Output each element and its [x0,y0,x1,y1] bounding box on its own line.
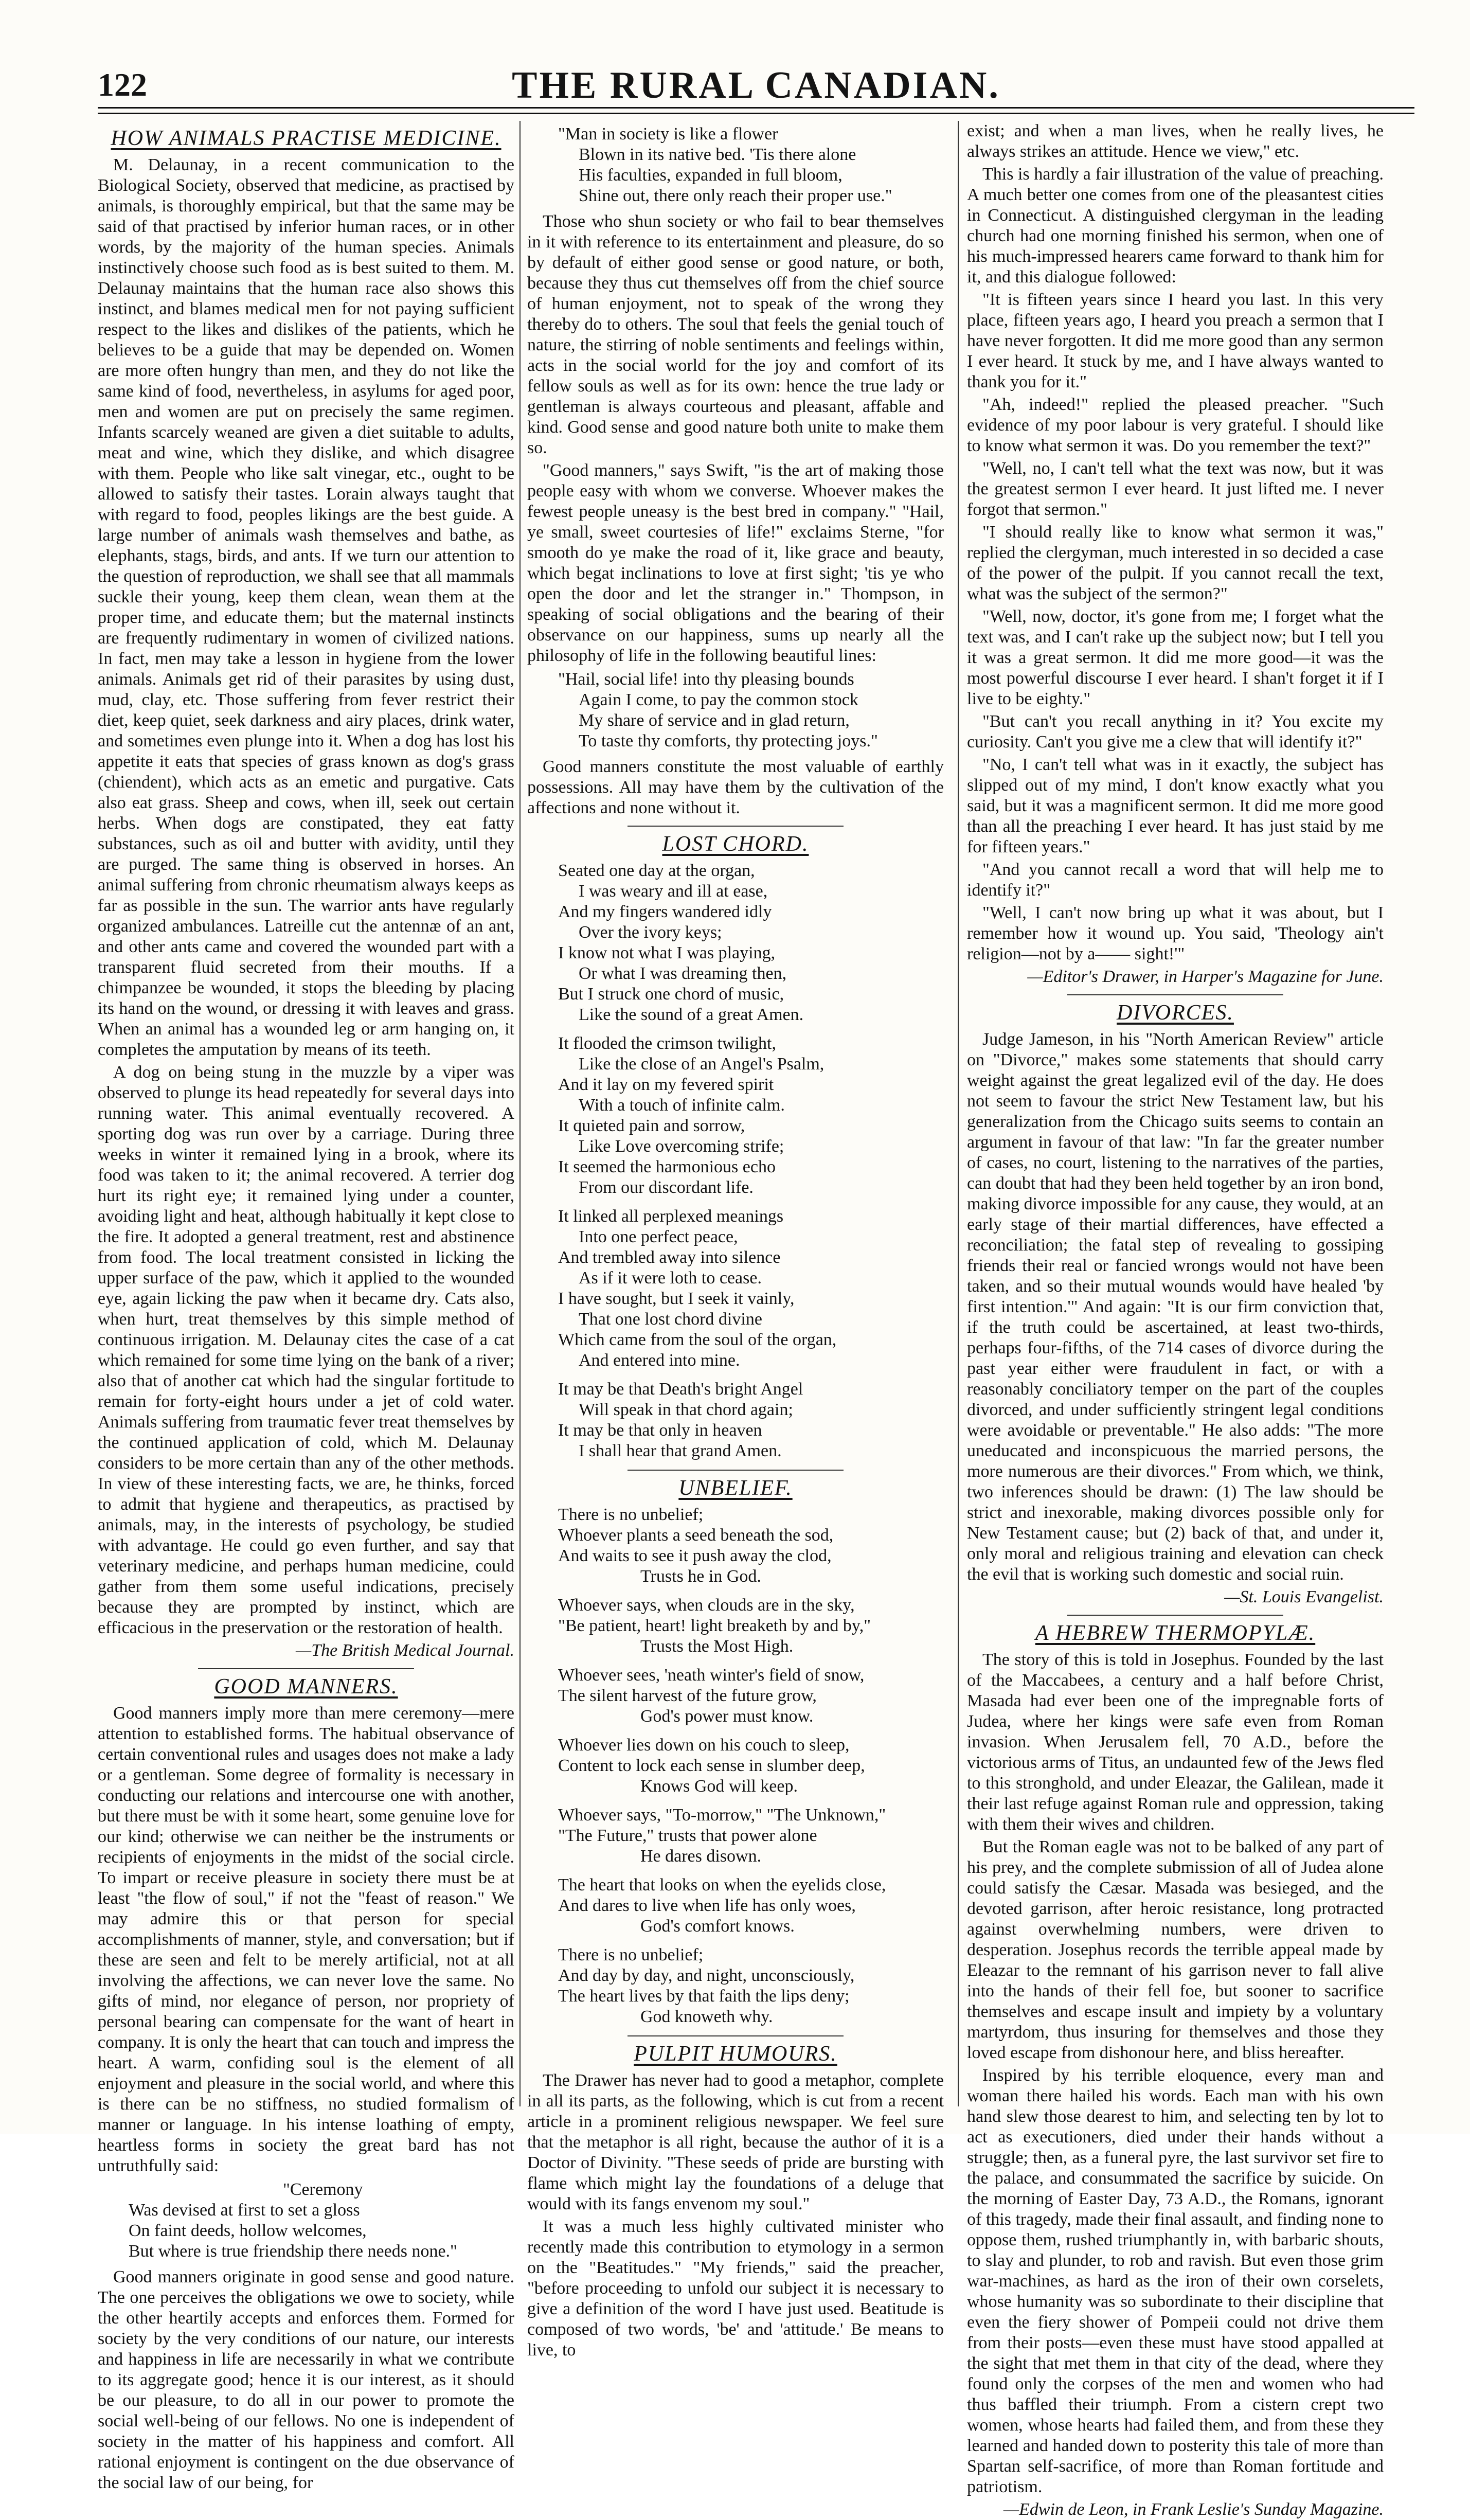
poem-line: God's power must know. [640,1707,814,1726]
poem-stanza [558,1805,944,1867]
poem-line: Whoever plants a seed beneath the sod, [558,1526,834,1545]
poem-line: I have sought, but I seek it vainly, [558,1289,795,1308]
poem-line: The heart that looks on when the eyelids close, [558,1875,886,1895]
article-heading-divorces: DIVORCES. [1117,1001,1234,1025]
quote-line: Again I come, to pay the common stock [579,690,858,709]
poem-line: As if it were loth to cease. [579,1268,762,1288]
poem-stanza [558,1379,944,1461]
poem-line: It may be that Death's bright Angel [558,1380,803,1399]
quote-line: To taste thy comforts, thy protecting joys." [579,731,878,750]
article-separator [1067,1615,1283,1616]
poem-line: The heart lives by that faith the lips deny; [558,1987,850,2006]
poem-line: I know not what I was playing, [558,943,776,962]
poem-stanza [558,1735,944,1797]
article-paragraph: "And you cannot recall a word that will help me to identify it?" [967,860,1384,900]
poem-line: Over the ivory keys; [579,923,722,942]
poem-line: There is no unbelief; [558,1945,704,1964]
poem-line: And day by day, and night, unconsciously, [558,1966,855,1985]
article-heading-animals-medicine: HOW ANIMALS PRACTISE MEDICINE. [111,127,501,150]
poem-line: And dares to live when life has only woes, [558,1896,856,1915]
article-paragraph: Good manners imply more than mere ceremony—mere attention to established forms. The habitual observance of certain conventional rules and usages does not make a lady or a gentleman. Some degree of formality is necessary in conducting our relations and intercourse one with another, but there must be with it some heart, some genuine love for our kind; otherwise we can neither be the instruments or recipients of enjoyments in the midst of the social circle. To impart or receive pleasure in society there must be at least "the flow of soul," if not the "feast of reason." We may admire this or that person for special accomplishments of manner, style, and conversation; but if these are seen and felt to be merely artificial, not at all involving the affections, we can never love the same. No gifts of mind, nor elegance of person, nor propriety of personal bearing can compensate for the want of heart in company. It is only the heart that can touch and impress the heart. A warm, confiding soul is the element of all enjoyment and pleasure in the social world, and where this is there can be no stiffness, no studied formalism of manner or language. In his intense loathing of empty, heartless forms in society the great bard has not untruthfully said: [98,1704,514,2175]
quote-line: My share of service and in glad return, [579,711,850,730]
poem-quote [558,124,944,206]
poem-stanza [558,1665,944,1727]
poem-line: Whoever says, "To-morrow," "The Unknown," [558,1806,886,1825]
poem-stanza [558,1875,944,1937]
article-paragraph: "But can't you recall anything in it? You excite my curiosity. Can't you give me a clew that will identify it?" [967,712,1384,752]
paper-title: THE RURAL CANADIAN. [512,64,1000,106]
column-3 [967,121,1384,2519]
poem-line: Whoever says, when clouds are in the sky, [558,1596,855,1615]
poem-line: But I struck one chord of music, [558,985,784,1004]
article-paragraph: Those who shun society or who fail to bear themselves in it with reference to its entertainment and pleasure, do so by default of either good sense or good nature, or both, because they thus cut themselves off from the chief source of human enjoyment, not to speak of the wrong they thereby do to others. The soul that feels the genial touch of nature, the stirring of noble sentiments and feelings within, acts in the social world for the joy and comfort of its fellow souls as well as for its own: hence the true lady or gentleman is always courteous and pleasant, affable and kind. Good sense and good nature both unite to make them so. [527,212,944,457]
poem-line: It linked all perplexed meanings [558,1207,784,1226]
poem-line: And it lay on my fevered spirit [558,1075,774,1094]
poem-line: Like the close of an Angel's Psalm, [579,1055,824,1074]
article-paragraph: But the Roman eagle was not to be balked of any part of his prey, and the complete submission of all of Judea alone could satisfy the Cæsar. Masada was besieged, and the devoted garrison, after heroic resistance, long protracted against overwhelming numbers, were driven to desperation. Josephus records the terrible appeal made by Eleazar to the remnant of his garrison never to fall alive into the hands of their fell foe, but sooner to sacrifice themselves and escape insult and impiety by a voluntary martyrdom, thus insuring for themselves and those they loved escape from dishonour here, and bliss hereafter. [967,1837,1384,2062]
article-separator [628,1470,844,1471]
quote-line: Was devised at first to set a gloss [129,2201,360,2220]
poem-stanza [558,1505,944,1587]
article-paragraph: The Drawer has never had to good a metaphor, complete in all its parts, as the following, which is cut from a recent article in a prominent religious newspaper. We feel sure that the metaphor is all right, because the author of it is a Doctor of Divinity. "These seeds of pride are bursting with flame which might lay the foundations of a deluge that would with its fangs envenom my soul." [527,2071,944,2213]
poem-line: Into one perfect peace, [579,1227,738,1246]
poem-line: It seemed the harmonious echo [558,1157,776,1176]
article-paragraph: exist; and when a man lives, when he really lives, he always strikes an attitude. Hence we view," etc. [967,121,1384,161]
poem-line: Trusts he in God. [640,1567,761,1586]
article-attribution: —Editor's Drawer, in Harper's Magazine for June. [1027,967,1384,986]
poem-line: It may be that only in heaven [558,1421,762,1440]
article-paragraph: "Well, now, doctor, it's gone from me; I forget what the text was, and I can't rake up the subject now; but I tell you it was a great sermon. It did me more good—it was the most powerful discourse I ever heard. I shan't forget it if I live to be eighty." [967,607,1384,708]
article-attribution: —Edwin de Leon, in Frank Leslie's Sunday Magazine. [1003,2500,1384,2519]
article-heading-hebrew-thermopylae: A HEBREW THERMOPYLÆ. [1035,1621,1316,1645]
article-paragraph: It was a much less highly cultivated minister who recently made this contribution to etymology in a sermon on the "Beatitudes." "My friends," said the preacher, "before proceeding to unfold our subject it is necessary to give a definition of the word I have just used. Beatitude is composed of two words, 'be' and 'attitude.' Be means to live, to [527,2217,944,2360]
poem-line: Knows God will keep. [640,1777,798,1796]
poem-line: That one lost chord divine [579,1310,762,1329]
article-paragraph: "Well, no, I can't tell what the text was now, but it was the greatest sermon I ever heard. It just lifted me. I never forgot that sermon." [967,459,1384,519]
article-paragraph: "Good manners," says Swift, "is the art of making those people easy with whom we converse. Whoever makes the fewest people uneasy is the best bred in company." "Hail, ye small, sweet courtesies of life!" exclaims Sterne, "for smooth do ye make the road of it, like grace and beauty, which begat inclinations to love at first sight; 'tis ye who open the door and let the stranger in." Thompson, in speaking of social obligations and the bearing of their observance on our happiness, sums up nearly all the philosophy of life in the following beautiful lines: [527,461,944,665]
poem-stanza [558,861,944,1025]
poem-line: It flooded the crimson twilight, [558,1034,776,1053]
article-attribution: —St. Louis Evangelist. [1224,1587,1384,1606]
article-paragraph: Inspired by his terrible eloquence, every man and woman there hailed his words. Each man with his own hand slew those dearest to him, and selecting ten by lot to act as executioners, died under their hands without a struggle; then, as a funeral pyre, the last survivor set fire to the palace, and consummated the sacrifice by suicide. On the morning of Easter Day, 73 A.D., the Romans, ignorant of this tragedy, made their final assault, and finding none to oppose them, rushed triumphantly in, with barbaric shouts, to slay and plunder, to rob and ravish. But even those grim war-machines, as hard as the iron of their own corselets, whose humanity was so subordinate to their discipline that even the fiery shower of Pompeii could not drive them from their posts—even these must have stood appalled at the sight that met them in that city of the dead, where they found only the corpses of the men and women who had thus baffled their triumph. From a cistern crept two women, whose hearts had failed them, and from these they learned and handed down to posterity this tale of more than Spartan self-sacrifice, of more than Roman fortitude and patriotism. [967,2066,1384,2496]
quote-line: Blown in its native bed. 'Tis there alone [579,145,856,164]
article-heading-good-manners: GOOD MANNERS. [214,1675,398,1699]
poem-line: And waits to see it push away the clod, [558,1546,832,1565]
poem-stanza [558,1206,944,1371]
poem-stanza [558,1595,944,1657]
poem-line: It quieted pain and sorrow, [558,1116,745,1135]
article-paragraph: This is hardly a fair illustration of the value of preaching. A much better one comes from one of the pleasantest cities in Connecticut. A distinguished clergyman in the leading church had one morning finished his sermon, when one of his much-impressed hearers came forward to thank him for it, and this dialogue followed: [967,165,1384,287]
article-separator [628,2035,844,2036]
poem-line: Whoever sees, 'neath winter's field of snow, [558,1666,865,1685]
poem-stanza [558,1033,944,1198]
article-paragraph: The story of this is told in Josephus. Founded by the last of the Maccabees, a century and a half before Christ, Masada had ever been one of the impregnable forts of Judea, where her kings were safe even from Roman invasion. When Jerusalem fell, 70 A.D., before the victorious arms of Titus, an undaunted few of the Jews fled to this stronghold, and under Eleazar, the Galilean, made it their last refuge against Roman rule and oppression, taking with them their wives and children. [967,1650,1384,1834]
article-paragraph: Judge Jameson, in his "North American Review" article on "Divorce," makes some statements that should carry weight against the great legalized evil of the day. He does not seem to favour the strict New Testament law, but his generalization from the Chicago suits seems to contain an argument in favour of that law: "In far the greater number of cases, no court, listening to the narratives of the parties, can doubt that had they been held together by an iron bond, making divorce impossible for any cause, they would, at an early stage of their martial differences, have effected a reconciliation; the fatal step of revealing to gossiping friends their real or fancied wrongs would not have been taken, and so their mutual wounds would have healed 'by first intention.'" And again: "It is our firm conviction that, if the truth could be ascertained, at least two-thirds, perhaps four-fifths, of the 714 cases of divorce during the past year either were fraudulent in fact, or with a reasonably conciliatory temper on the part of the couples divorced, and under sufficiently stringent legal conditions were avoidable or preventable." He also adds: "The more uneducated and inconspicuous the married persons, the more numerous are their divorces." From which, we think, two inferences should be drawn: (1) The law should be strict and inexorable, making divorces possible only for New Testament cause; but (2) back of that, and under it, only moral and religious training and elevation can check the evil that is working such domestic and social ruin. [967,1030,1384,1584]
poem-line: And my fingers wandered idly [558,902,772,921]
article-paragraph: A dog on being stung in the muzzle by a viper was observed to plunge its head repeatedly for several days into running water. This animal eventually recovered. A sporting dog was run over by a carriage. During three weeks in winter it remained lying in a brook, where its food was taken to it; the animal recovered. A terrier dog hurt its right eye; it remained lying under a counter, avoiding light and heat, although habitually it kept close to the fire. It adopted a general treatment, rest and abstinence from food. The local treatment consisted in licking the upper surface of the paw, which it applied to the wounded eye, again licking the paw when it became dry. Cats also, when hurt, treat themselves by this simple method of continuous irrigation. M. Delaunay cites the case of a cat which remained for some time lying on the bank of a river; also that of another cat which had the singular fortitude to remain for forty-eight hours under a jet of cold water. Animals suffering from traumatic fever treat themselves by the continued application of cold, which M. Delaunay considers to be more certain than any of the other methods. In view of these interesting facts, we are, he thinks, forced to admit that hygiene and therapeutics, as practised by animals, may, in the interests of psychology, be studied with advantage. He could go even further, and say that veterinary medicine, and perhaps human medicine, could gather from them some useful indications, precisely because they are prompted by instinct, which are efficacious in the preservation or the restoration of health. [98,1063,514,1637]
quote-line: His faculties, expanded in full bloom, [579,166,842,185]
poem-line: And trembled away into silence [558,1248,781,1267]
poem-line: "The Future," trusts that power alone [558,1826,817,1845]
poem-line: With a touch of infinite calm. [579,1096,785,1115]
article-paragraph: Good manners originate in good sense and good nature. The one perceives the obligations we owe to society, while the other heartily accepts and enforces them. Formed for society by the very conditions of our nature, our interests and happiness in life are necessarily in what we contribute to its aggregate good; hence it is our interest, as it should be our pleasure, to do all in our power to promote the social well-being of our fellows. No one is independent of society in the matter of his happiness and comfort. All rational enjoyment is contingent on the due observance of the social law of our being, for [98,2267,514,2492]
poem-line: I shall hear that grand Amen. [579,1441,782,1460]
poem-line: Like Love overcoming strife; [579,1137,784,1156]
poem-heading-unbelief: UNBELIEF. [678,1476,793,1500]
poem-line: And entered into mine. [579,1351,740,1370]
poem-line: Trusts the Most High. [640,1637,794,1656]
poem-line: Content to lock each sense in slumber deep, [558,1756,865,1775]
article-separator [1067,994,1283,995]
masthead [98,62,1414,108]
article-attribution: —The British Medical Journal. [296,1641,514,1660]
article-paragraph: "Well, I can't now bring up what it was about, but I remember how it wound up. You said, 'Theology ain't religion—not by a—— sight!'" [967,903,1384,963]
poem-line: There is no unbelief; [558,1505,704,1524]
article-heading-pulpit-humours: PULPIT HUMOURS. [634,2042,837,2066]
poem-line: Like the sound of a great Amen. [579,1005,804,1024]
quote-line: On faint deeds, hollow welcomes, [129,2221,367,2240]
article-paragraph: "I should really like to know what sermon it was," replied the clergyman, much interested in so decided a case of the power of the pulpit. If you cannot recall the text, what was the subject of the sermon?" [967,523,1384,603]
poem-heading-lost-chord: LOST CHORD. [662,832,809,856]
poem-line: Whoever lies down on his couch to sleep, [558,1736,850,1755]
quote-line: "Hail, social life! into thy pleasing bounds [558,670,854,689]
article-paragraph: M. Delaunay, in a recent communication to the Biological Society, observed that medicine, as practised by animals, is thoroughly empirical, but that the same may be said of that practised by inferior human races, or in other words, by the majority of the human species. Animals instinctively choose such food as is best suited to them. M. Delaunay maintains that the human race also shows this instinct, and blames medical men for not paying sufficient respect to the likes and dislikes of the patients, which he believes to be a guide that may be depended on. Women are more often hungry than men, and they do not like the same kind of food, nevertheless, in asylums for aged poor, men and women are put on precisely the same regimen. Infants scarcely weaned are given a diet suitable to adults, meat and wine, which they dislike, and which disagree with them. People who like salt vinegar, etc., ought to be allowed to satisfy their tastes. Lorain always taught that with regard to food, peoples likings are the best guide. A large number of animals wash themselves and bathe, as elephants, stags, birds, and ants. If we turn our attention to the question of reproduction, we shall see that all mammals suckle their young, keep them clean, wean them at the proper time, and educate them; but the maternal instincts are frequently rudimentary in women of civilized nations. In fact, men may take a lesson in hygiene from the lower animals. Animals get rid of their parasites by using dust, mud, clay, etc. Those suffering from fever restrict their diet, keep quiet, seek darkness and airy places, drink water, and sometimes even plunge into it. When a dog has lost his appetite it eats that species of grass known as dog's grass (chiendent), which acts as an emetic and purgative. Cats also eat grass. Sheep and cows, when ill, seek out certain herbs. When dogs are constipated, they eat fatty substances, such as oil and butter with avidity, until they are purged. The same thing is observed in horses. An animal suffering from chronic rheumatism always keeps as far as possible in the sun. The warrior ants have regularly organized ambulances. Latreille cut the antennæ of an ant, and other ants came and covered the wounded part with a transparent fluid secreted from their mouths. If a chimpanzee be wounded, it stops the bleeding by placing its hand on the wound, or dressing it with leaves and grass. When an animal has a wounded leg or arm hanging on, it completes the amputation by means of its teeth. [98,155,514,1059]
page-number: 122 [98,66,147,103]
poem-line: He dares disown. [640,1847,762,1866]
poem-line: "Be patient, heart! light breaketh by and by," [558,1616,871,1635]
article-paragraph: "It is fifteen years since I heard you last. In this very place, fifteen years ago, I heard you preach a sermon that I have never forgotten. It did me more good than any sermon I ever heard. It stuck by me, and I have always wanted to thank you for it." [967,290,1384,391]
column-rule-2 [958,121,959,2106]
quote-line: "Man in society is like a flower [558,124,778,144]
article-separator [628,826,844,827]
quote-line: "Ceremony [283,2180,363,2199]
poem-line: God's comfort knows. [640,1917,795,1936]
column-1 [98,121,514,2492]
poem-line: Will speak in that chord again; [579,1400,793,1419]
quote-line: But where is true friendship there needs none." [129,2242,457,2261]
header-rule [98,107,1414,114]
poem-line: Or what I was dreaming then, [579,964,787,983]
article-separator [198,1668,414,1669]
poem-line: The silent harvest of the future grow, [558,1686,817,1705]
column-rule-1 [519,121,521,2106]
thompson-quote [558,669,944,752]
poem-line: God knoweth why. [640,2007,773,2026]
column-2 [527,121,944,2360]
poem-line: I was weary and ill at ease, [579,882,768,901]
article-paragraph: "Ah, indeed!" replied the pleased preacher. "Such evidence of my poor labour is very grateful. I should like to know what sermon it was. Do you remember the text?" [967,395,1384,455]
poem-line: Which came from the soul of the organ, [558,1330,837,1349]
article-paragraph: Good manners constitute the most valuable of earthly possessions. All may have them by the cultivation of the affections and none without it. [527,757,944,817]
quote-line: Shine out, there only reach their proper use." [579,186,892,205]
poem-line: Seated one day at the organ, [558,861,755,880]
article-paragraph: "No, I can't tell what was in it exactly, the subject has slipped out of my mind, I don't know exactly what you said, but it was a magnificent sermon. It did me more good than all the preaching I ever heard. It has just staid by me for fifteen years." [967,755,1384,856]
poem-line: From our discordant life. [579,1178,754,1197]
poem-stanza [558,1945,944,2027]
shakespeare-quote [129,2179,514,2262]
